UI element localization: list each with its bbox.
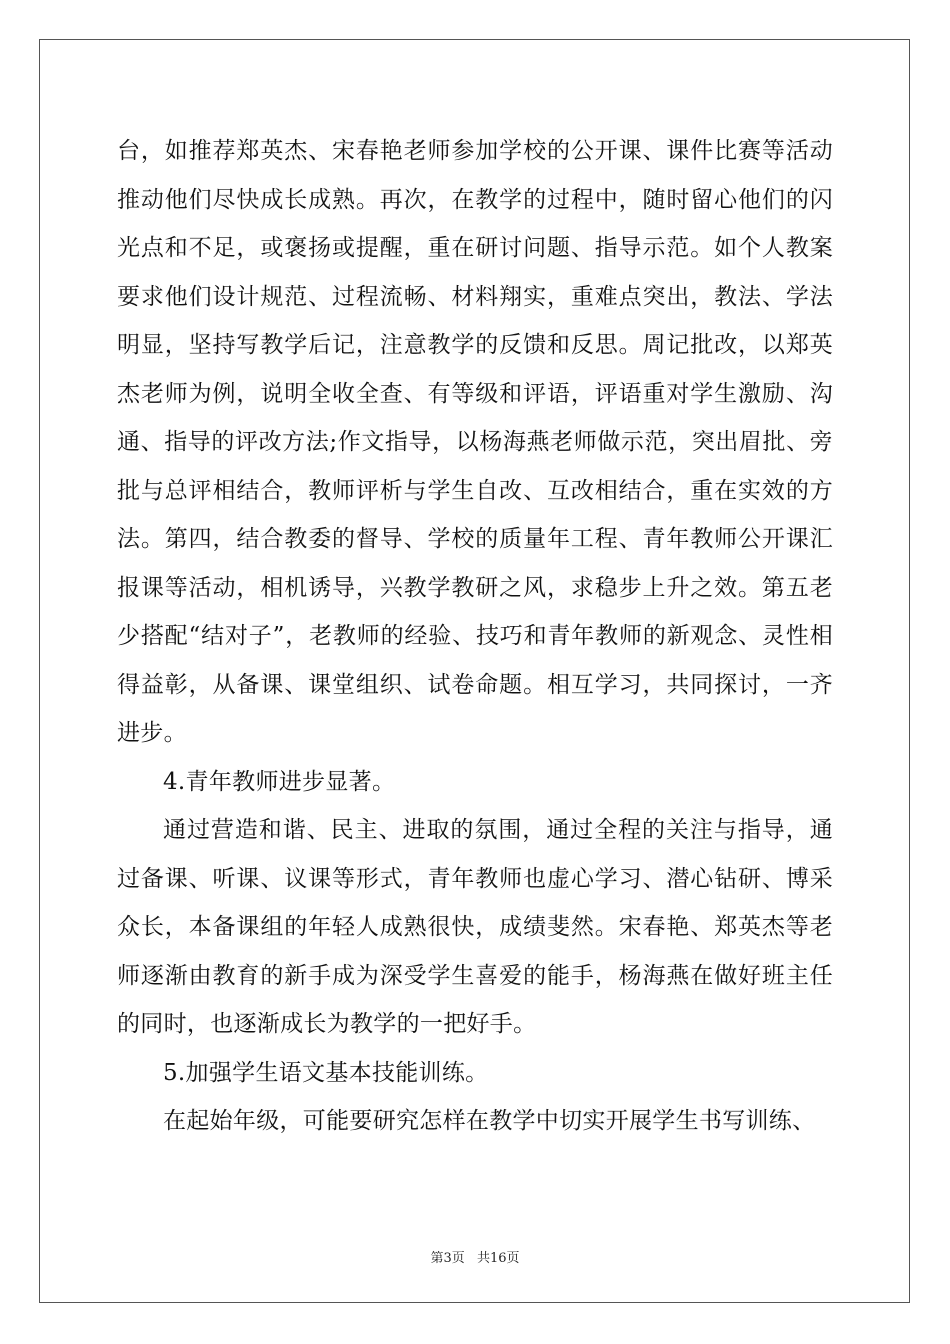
page-number-total: 共16页 bbox=[476, 1251, 520, 1266]
document-body bbox=[117, 127, 833, 1146]
page-footer bbox=[0, 1247, 950, 1266]
paragraph-young-teachers: 通过营造和谐、民主、进取的氛围，通过全程的关注与指导，通过备课、听课、议课等形式，青年教师也虚心学习、潜心钻研、博采众长，本备课组的年轻人成熟很快，成绩斐然。宋春艳、郑英杰等老师逐渐由教育的新手成为深受学生喜爱的能手，杨海燕在做好班主任的同时，也逐渐成长为教学的一把好手。 bbox=[117, 817, 833, 1037]
paragraph-skills-training: 在起始年级，可能要研究怎样在教学中切实开展学生书写训练、 bbox=[163, 1108, 816, 1134]
section-heading-4: 4.青年教师进步显著。 bbox=[163, 768, 396, 795]
section-heading-5: 5.加强学生语文基本技能训练。 bbox=[163, 1059, 489, 1086]
paragraph-continuation: 台，如推荐郑英杰、宋春艳老师参加学校的公开课、课件比赛等活动推动他们尽快成长成熟。再次，在教学的过程中，随时留心他们的闪光点和不足，或褒扬或提醒，重在研讨问题、指导示范。如个人教案要求他们设计规范、过程流畅、材料翔实，重难点突出，教法、学法明显，坚持写教学后记，注意教学的反馈和反思。周记批改，以郑英杰老师为例，说明全收全查、有等级和评语，评语重对学生激励、沟通、指导的评改方法;作文指导，以杨海燕老师做示范，突出眉批、旁批与总评相结合，教师评析与学生自改、互改相结合，重在实效的方法。第四，结合教委的督导、学校的质量年工程、青年教师公开课汇报课等活动，相机诱导，兴教学教研之风，求稳步上升之效。第五老少搭配“结对子”，老教师的经验、技巧和青年教师的新观念、灵性相得益彰，从备课、课堂组织、试卷命题。相互学习，共同探讨，一齐进步。 bbox=[117, 138, 833, 746]
page-number-current: 第3页 bbox=[430, 1251, 465, 1266]
